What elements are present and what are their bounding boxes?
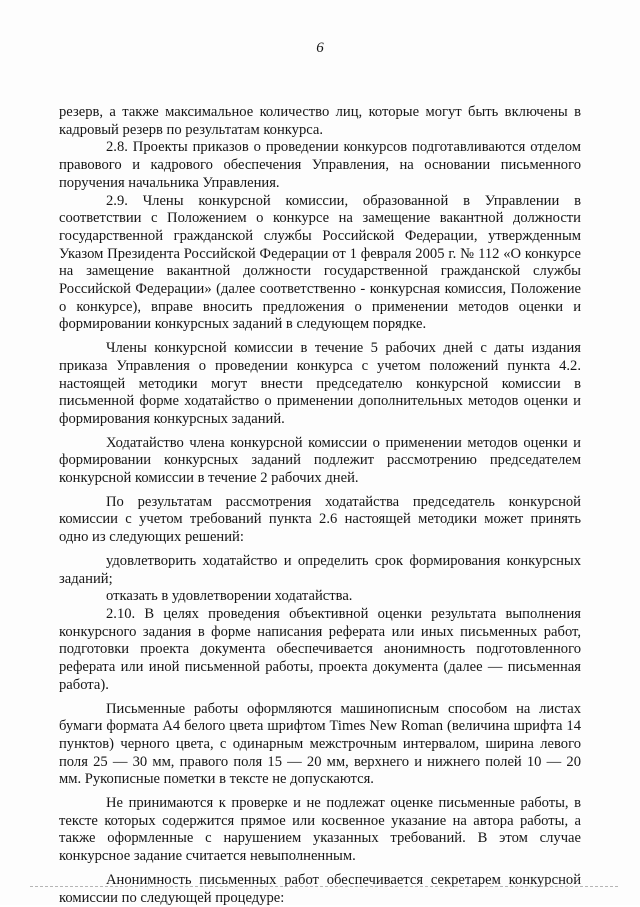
- paragraph-formatting-rules: Письменные работы оформляются машинописным способом на листах бумаги формата А4 белого цвета шрифтом Times New Roman (величина шрифта 14 пунктов) черного цвета, с одинарным межстрочным интервалом, ширина левого поля 25 — 30 мм, правого поля 15 — 20 мм, верхнего и нижнего полей 10 — 20 мм. Рукописные пометки в тексте не допускаются.: [59, 700, 581, 788]
- paragraph-2-10: 2.10. В целях проведения объективной оценки результата выполнения конкурсного задания в форме написания реферата или иных письменных работ, подготовки проекта документа обеспечивается анонимность подготовленного реферата или иной письменной работы, проекта документа (далее — письменная работа).: [59, 605, 581, 693]
- paragraph-reserve-continuation: резерв, а также максимальное количество лиц, которые могут быть включены в кадровый резерв по результатам конкурса.: [59, 104, 581, 138]
- paragraph-2-8: 2.8. Проекты приказов о проведении конкурсов подготавливаются отделом правового и кадрового обеспечения Управления, на основании письменного поручения начальника Управления.: [59, 139, 581, 191]
- paragraph-petition-review: Ходатайство члена конкурсной комиссии о применении методов оценки и формировании конкурсных заданий подлежит рассмотрению председателем конкурсной комиссии в течение 2 рабочих дней.: [59, 434, 581, 487]
- decision-option-satisfy: удовлетворить ходатайство и определить срок формирования конкурсных заданий;: [59, 552, 581, 587]
- paragraph-anonymity-procedure: Анонимность письменных работ обеспечивается секретарем конкурсной комиссии по следующей процедуре:: [59, 871, 581, 906]
- paragraph-2-9: 2.9. Члены конкурсной комиссии, образованной в Управлении в соответствии с Положением о конкурсе на замещение вакантной должности государственной гражданской службы Российской Федерации, утвержденным Указом Президента Российской Федерации от 1 февраля 2005 г. № 112 «О конкурсе на замещение вакантной должности государственной гражданской службы Российской Федерации» (далее соответственно - конкурсная комиссия, Положение о конкурсе), вправе вносить предложения о применении методов оценки и формировании конкурсных заданий в следующем порядке.: [59, 192, 581, 333]
- decision-option-refuse: отказать в удовлетворении ходатайства.: [106, 588, 353, 605]
- paragraph-rejection-rules: Не принимаются к проверке и не подлежат оценке письменные работы, в тексте которых содержится прямое или косвенное указание на автора работы, а также оформленные с нарушением указанных требований. В этом случае конкурсное задание считается невыполненным.: [59, 795, 581, 865]
- scan-edge-line: [30, 886, 618, 887]
- paragraph-members-petition: Члены конкурсной комиссии в течение 5 рабочих дней с даты издания приказа Управления о проведении конкурса с учетом положений пункта 4.2. настоящей методики могут внести председателю конкурсной комиссии в письменной форме ходатайство о применении дополнительных методов оценки и формирования конкурсных заданий.: [59, 340, 581, 427]
- paragraph-decisions-intro: По результатам рассмотрения ходатайства председатель конкурсной комиссии с учетом требований пункта 2.6 настоящей методики может принять одно из следующих решений:: [59, 493, 581, 546]
- page-number: 6: [316, 40, 324, 56]
- document-body: [59, 104, 581, 907]
